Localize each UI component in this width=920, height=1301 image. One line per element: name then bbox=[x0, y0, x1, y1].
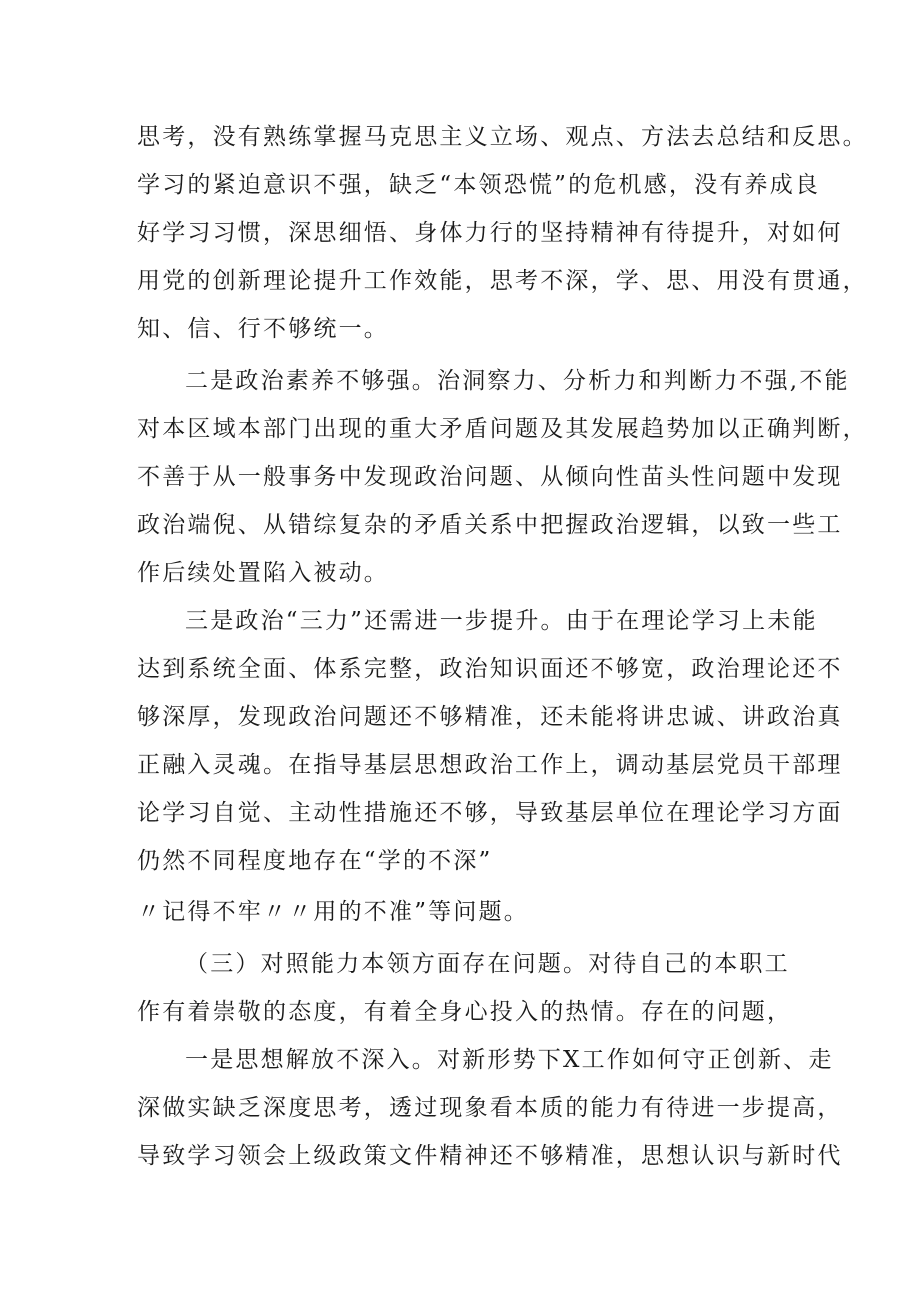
text-line: 用党的创新理论提升工作效能，思考不深，学、思、用没有贯通， bbox=[137, 268, 868, 294]
section-heading-line: （三）对照能力本领方面存在问题。对待自己的本职工 bbox=[185, 951, 790, 977]
text-line: 〃记得不牢〃〃用的不准”等问题。 bbox=[137, 899, 529, 925]
text-line: 导致学习领会上级政策文件精神还不够精准，思想认识与新时代 bbox=[137, 1143, 843, 1169]
paragraph-start-line: 三是政治“三力”还需进一步提升。由于在理论学习上未能 bbox=[185, 608, 818, 634]
text-line: 思考，没有熟练掌握马克思主义立场、观点、方法去总结和反思。 bbox=[137, 124, 868, 150]
text-line: 对本区域本部门出现的重大矛盾问题及其发展趋势加以正确判断， bbox=[137, 416, 868, 442]
text-line: 达到系统全面、体系完整，政治知识面还不够宽，政治理论还不 bbox=[137, 656, 843, 682]
text-line: 学习的紧迫意识不强，缺乏“本领恐慌”的危机感，没有养成良 bbox=[137, 172, 821, 198]
text-line: 不善于从一般事务中发现政治问题、从倾向性苗头性问题中发现 bbox=[137, 464, 843, 490]
paragraph-start-line: 二是政治素养不够强。治洞察力、分析力和判断力不强,不能 bbox=[185, 368, 850, 394]
text-line: 仍然不同程度地存在“学的不深” bbox=[137, 848, 493, 874]
text-line: 正融入灵魂。在指导基层思想政治工作上，调动基层党员干部理 bbox=[137, 752, 843, 778]
text-line: 作后续处置陷入被动。 bbox=[137, 560, 389, 586]
paragraph-start-line: 一是思想解放不深入。对新形势下X工作如何守正创新、走 bbox=[185, 1047, 834, 1073]
text-line: 好学习习惯，深思细悟、身体力行的坚持精神有待提升，对如何 bbox=[137, 220, 843, 246]
text-line: 论学习自觉、主动性措施还不够，导致基层单位在理论学习方面 bbox=[137, 800, 843, 826]
text-line: 够深厚，发现政治问题还不够精准，还未能将讲忠诚、讲政治真 bbox=[137, 704, 843, 730]
text-line: 作有着崇敬的态度，有着全身心投入的热情。存在的问题， bbox=[137, 999, 793, 1025]
text-line: 政治端倪、从错综复杂的矛盾关系中把握政治逻辑，以致一些工 bbox=[137, 512, 843, 538]
text-line: 知、信、行不够统一。 bbox=[137, 316, 389, 342]
text-line: 深做实缺乏深度思考，透过现象看本质的能力有待进一步提高， bbox=[137, 1095, 843, 1121]
